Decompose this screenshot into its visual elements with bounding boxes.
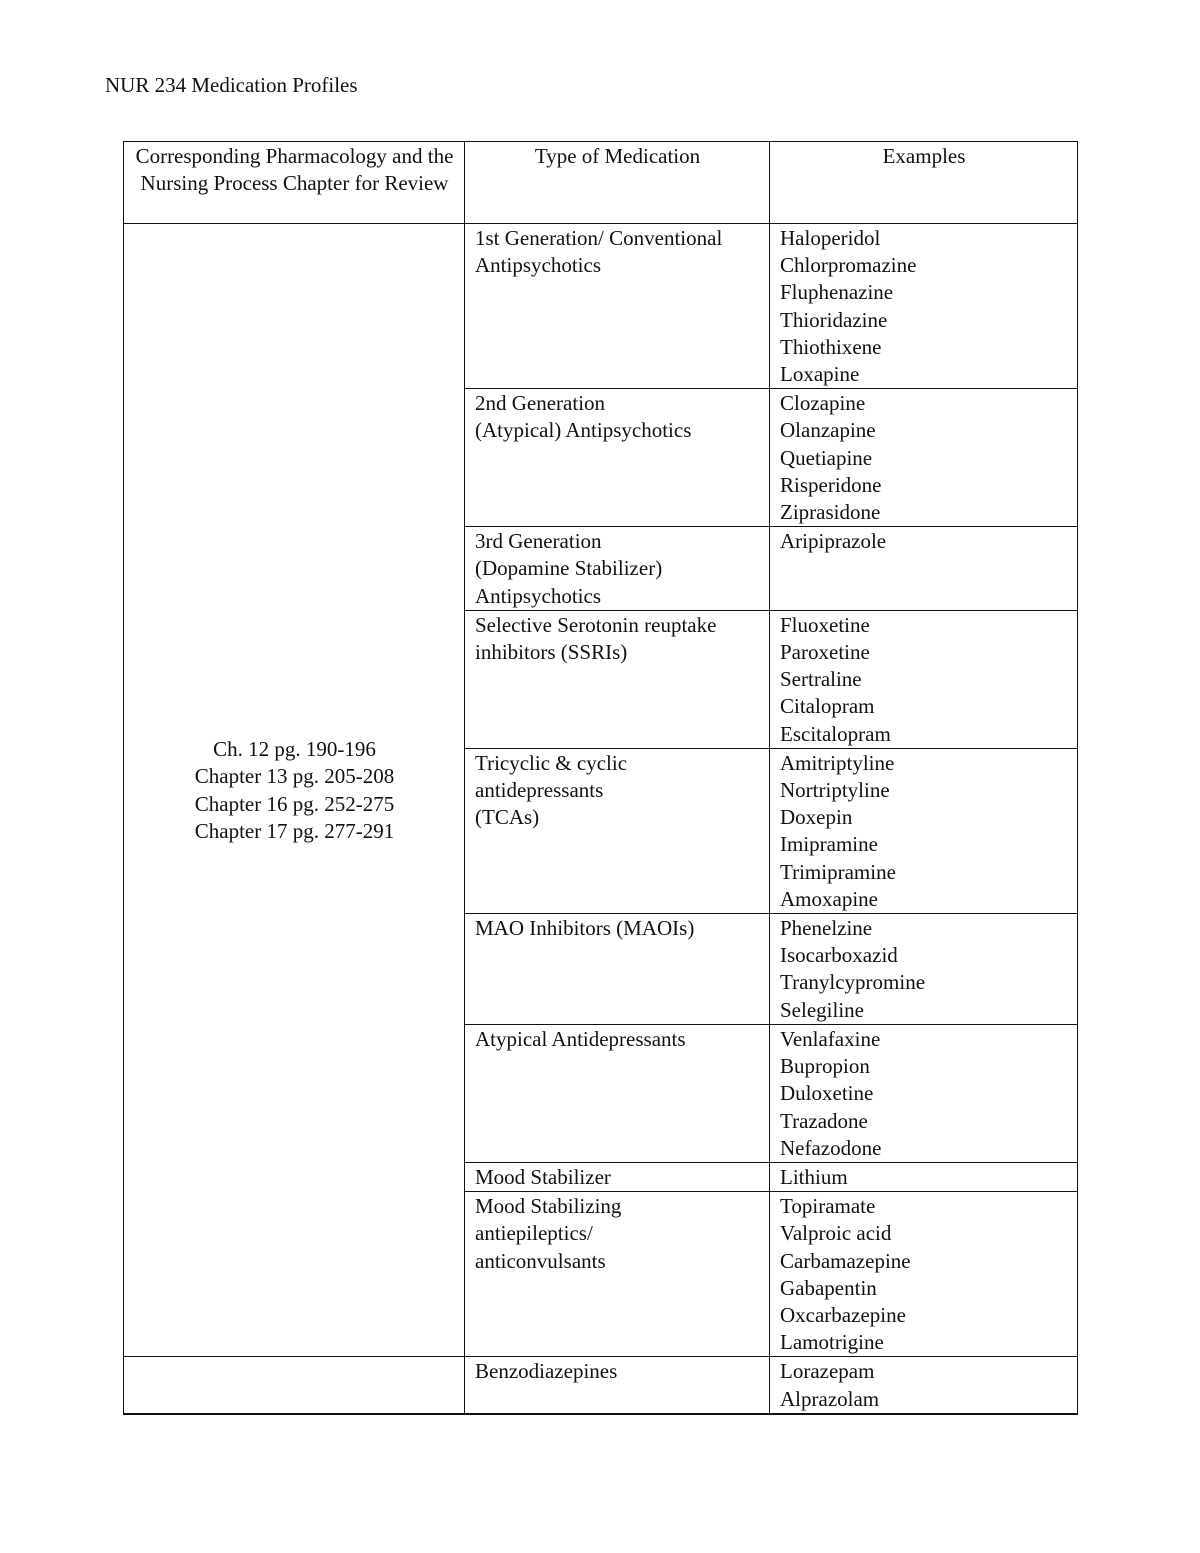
examples-cell-line: Amoxapine	[780, 886, 878, 911]
examples-cell-line: Tranylcypromine	[780, 970, 926, 995]
examples-cell-line: Olanzapine	[780, 418, 876, 443]
examples-cell-line: Escitalopram	[780, 721, 891, 746]
medication-type-cell-line: (Dopamine Stabilizer)	[475, 556, 663, 581]
examples-cell	[770, 748, 1078, 913]
examples-cell-line: Carbamazepine	[780, 1248, 911, 1273]
chapter-references-cell-line: Ch. 12 pg. 190-196	[213, 737, 376, 762]
examples-cell-line: Imipramine	[780, 832, 878, 857]
examples-cell-line: Oxcarbazepine	[780, 1302, 906, 1327]
examples-cell-line: Nefazodone	[780, 1135, 882, 1160]
examples-cell-line: Chlorpromazine	[780, 253, 917, 278]
chapter-references-cell-line: Chapter 16 pg. 252-275	[194, 791, 395, 816]
medication-type-cell-line: Atypical Antidepressants	[475, 1026, 686, 1051]
examples-cell-line: Isocarboxazid	[780, 943, 898, 968]
chapter-references-cell	[124, 224, 465, 1357]
examples-cell	[770, 1357, 1078, 1414]
medication-type-cell-line: (TCAs)	[475, 805, 540, 830]
medication-type-cell-line: Mood Stabilizing	[475, 1194, 622, 1219]
examples-cell-line: Trimipramine	[780, 859, 896, 884]
examples-cell-line: Venlafaxine	[780, 1026, 881, 1051]
table-header-row	[124, 142, 1078, 224]
examples-cell-line: Risperidone	[780, 472, 882, 497]
medication-type-cell	[465, 527, 770, 611]
examples-cell-line: Valproic acid	[780, 1221, 892, 1246]
examples-cell-line: Thiothixene	[780, 334, 882, 359]
examples-cell-line: Trazadone	[780, 1108, 868, 1133]
medication-type-cell	[465, 748, 770, 913]
header-type: Type of Medication	[465, 142, 770, 224]
examples-cell-line: Doxepin	[780, 805, 853, 830]
examples-cell	[770, 1024, 1078, 1162]
document-title: NUR 234 Medication Profiles	[105, 73, 358, 97]
examples-cell-line: Phenelzine	[780, 916, 873, 941]
medication-type-cell-line: Tricyclic & cyclic	[475, 750, 628, 775]
chapter-references-cell-line: Chapter 17 pg. 277-291	[194, 818, 395, 843]
medication-type-cell-line: anticonvulsants	[475, 1248, 606, 1273]
examples-cell-line: Loxapine	[780, 362, 860, 387]
medication-type-cell-line: Benzodiazepines	[475, 1359, 618, 1384]
examples-cell	[770, 389, 1078, 527]
table-body	[124, 224, 1078, 1414]
examples-cell	[770, 224, 1078, 389]
examples-cell-line: Clozapine	[780, 391, 866, 416]
examples-cell-line: Alprazolam	[780, 1386, 880, 1411]
examples-cell-line: Citalopram	[780, 694, 875, 719]
examples-cell-line: Lamotrigine	[780, 1330, 884, 1355]
examples-cell	[770, 1162, 1078, 1191]
medication-type-cell-line: (Atypical) Antipsychotics	[475, 418, 692, 443]
medication-type-cell	[465, 224, 770, 389]
medication-type-cell-line: Selective Serotonin reuptake	[475, 612, 717, 637]
examples-cell-line: Amitriptyline	[780, 750, 895, 775]
medication-type-cell	[465, 1162, 770, 1191]
medication-type-cell	[465, 610, 770, 748]
table-row	[124, 224, 1078, 389]
table-row	[124, 1357, 1078, 1414]
examples-cell-line: Gabapentin	[780, 1275, 877, 1300]
medication-type-cell-line: 1st Generation/ Conventional	[475, 226, 723, 250]
examples-cell-line: Selegiline	[780, 997, 864, 1022]
medication-type-cell-line: antidepressants	[475, 778, 604, 803]
header-examples: Examples	[770, 142, 1078, 224]
examples-cell-line: Haloperidol	[780, 226, 881, 250]
examples-cell	[770, 527, 1078, 611]
medication-type-cell-line: Antipsychotics	[475, 583, 601, 608]
examples-cell-line: Topiramate	[780, 1194, 876, 1219]
examples-cell-line: Fluphenazine	[780, 280, 894, 305]
examples-cell-line: Bupropion	[780, 1054, 870, 1079]
examples-cell	[770, 610, 1078, 748]
medication-type-cell-line: 2nd Generation	[475, 391, 606, 416]
chapter-references-cell-line: Chapter 13 pg. 205-208	[194, 764, 395, 789]
examples-cell	[770, 1192, 1078, 1357]
examples-cell-line: Sertraline	[780, 667, 862, 692]
medication-type-cell-line: 3rd Generation	[475, 529, 602, 554]
medication-type-cell-line: antiepileptics/	[475, 1221, 593, 1246]
medication-type-cell-line: Antipsychotics	[475, 253, 601, 278]
examples-cell-line: Aripiprazole	[780, 529, 887, 554]
medication-type-cell	[465, 1357, 770, 1414]
examples-cell-line: Fluoxetine	[780, 612, 870, 637]
medication-type-cell	[465, 914, 770, 1025]
examples-cell-line: Duloxetine	[780, 1081, 874, 1106]
examples-cell-line: Thioridazine	[780, 307, 888, 332]
medication-table	[123, 141, 1078, 1415]
examples-cell-line: Paroxetine	[780, 640, 870, 665]
examples-cell-line: Lorazepam	[780, 1359, 875, 1384]
examples-cell-line: Lithium	[780, 1164, 848, 1189]
medication-type-cell-line: inhibitors (SSRIs)	[475, 640, 628, 665]
medication-type-cell-line: MAO Inhibitors (MAOIs)	[475, 916, 695, 941]
header-chapter: Corresponding Pharmacology and the Nursing Process Chapter for Review	[124, 142, 465, 224]
medication-type-cell	[465, 1192, 770, 1357]
medication-type-cell	[465, 389, 770, 527]
examples-cell-line: Quetiapine	[780, 445, 873, 470]
examples-cell-line: Nortriptyline	[780, 778, 890, 803]
medication-type-cell-line: Mood Stabilizer	[475, 1164, 611, 1189]
medication-type-cell	[465, 1024, 770, 1162]
examples-cell-line: Ziprasidone	[780, 500, 881, 525]
chapter-empty-cell	[124, 1357, 465, 1414]
examples-cell	[770, 914, 1078, 1025]
